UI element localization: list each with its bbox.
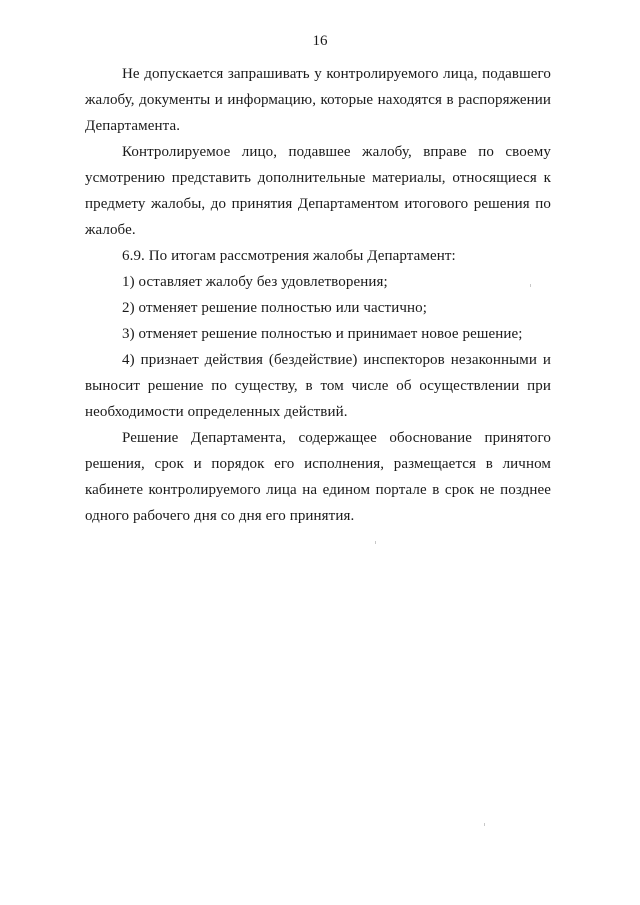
list-item-3: 3) отменяет решение полностью и принимает новое решение; xyxy=(122,326,523,342)
paragraph-section-6-9: 6.9. По итогам рассмотрения жалобы Департамент: xyxy=(122,248,456,264)
paragraph-no-request-documents: Не допускается запрашивать у контролируемого лица, подавшего жалобу, документы и информацию, которые находятся в распоряжении Департамента. xyxy=(85,66,551,134)
page-number: 16 xyxy=(312,33,328,49)
document-body xyxy=(85,61,551,529)
list-item-2: 2) отменяет решение полностью или частично; xyxy=(122,300,427,316)
scan-speck xyxy=(484,823,485,826)
paragraph-decision-publication: Решение Департамента, содержащее обоснование принятого решения, срок и порядок его исполнения, размещается в личном кабинете контролируемого лица на едином портале в срок не позднее одного рабочего дня со дня его принятия. xyxy=(85,430,551,524)
list-item-4: 4) признает действия (бездействие) инспекторов незаконными и выносит решение по существу, в том числе об осуществлении при необходимости определенных действий. xyxy=(85,352,551,420)
scan-speck xyxy=(375,541,376,544)
list-item-1: 1) оставляет жалобу без удовлетворения; xyxy=(122,274,388,290)
scan-speck xyxy=(530,284,531,287)
paragraph-additional-materials: Контролируемое лицо, подавшее жалобу, вправе по своему усмотрению представить дополнительные материалы, относящиеся к предмету жалобы, до принятия Департаментом итогового решения по жалобе. xyxy=(85,144,551,238)
